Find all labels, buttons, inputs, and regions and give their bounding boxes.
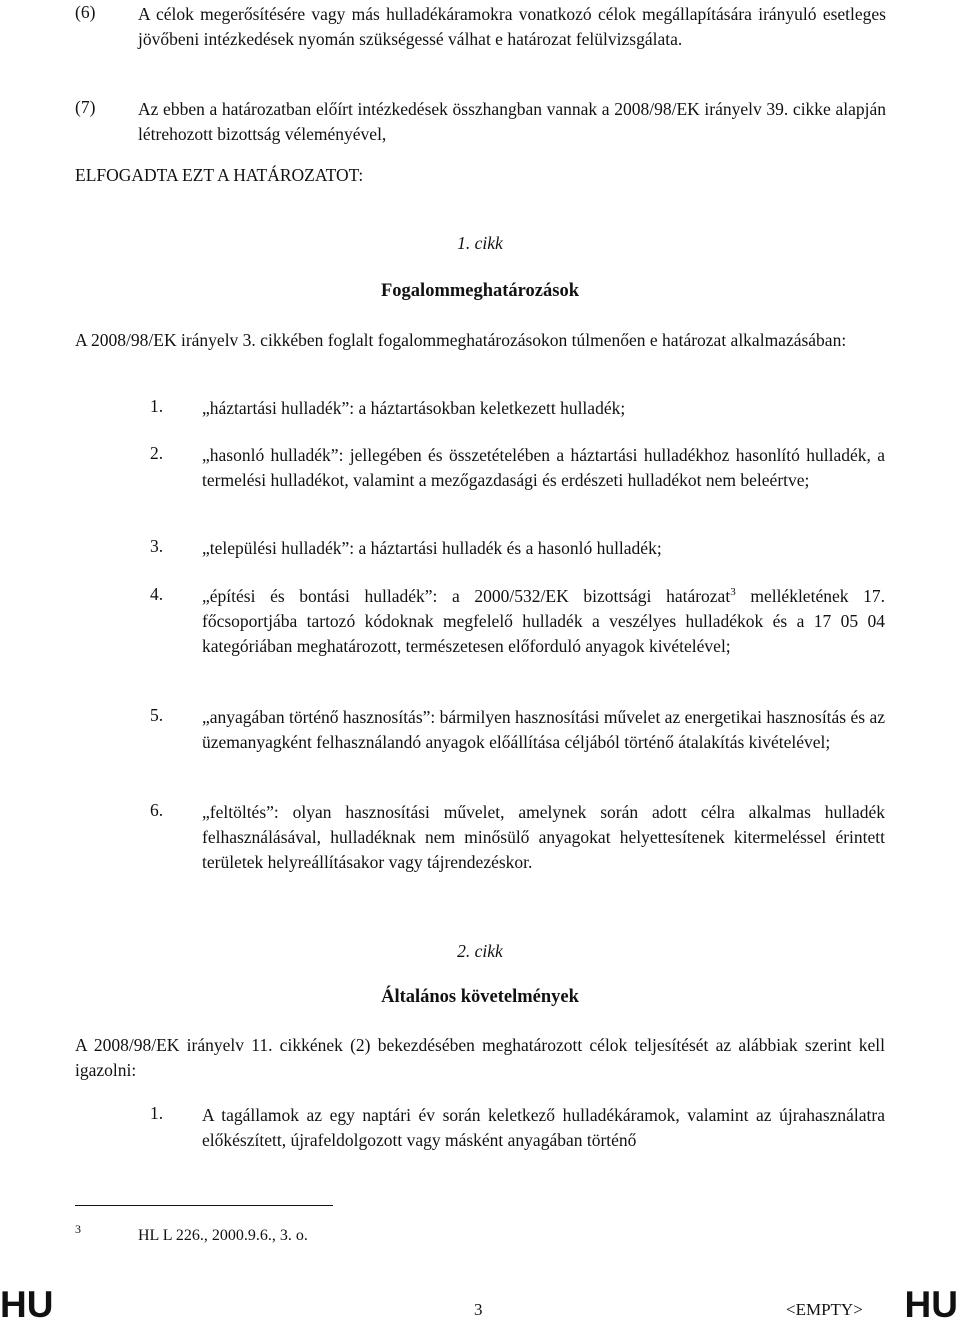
article-number: 2. cikk: [457, 941, 503, 961]
list-item-number: 3.: [150, 536, 164, 556]
list-item-text: A tagállamok az egy naptári év során keletkező hulladékáramok, valamint az újrahasználatra előkészített, újrafeldolgozott vagy másként anyagában történő: [202, 1105, 885, 1150]
list-item-text-part: mellékletének 17. főcsoportjába tartozó kódoknak megfelelő hulladék a veszélyes hulladékok és a 17 05 04 kategóriában meghatározott, természetesen előforduló anyagok kivételével;: [202, 586, 885, 656]
list-item-text: [202, 584, 885, 659]
adoption-line: ELFOGADTA EZT A HATÁROZATOT:: [75, 165, 364, 185]
footnote-number: 3: [75, 1222, 81, 1236]
footnote-separator: [75, 1205, 333, 1206]
list-item-text: „háztartási hulladék”: a háztartásokban keletkezett hulladék;: [202, 398, 626, 418]
list-item-text: „feltöltés”: olyan hasznosítási művelet, amelynek során adott célra alkalmas hulladék felhasználásával, hulladéknak nem minősülő anyagokat helyettesítenek kitermeléssel érintett területek helyreállításakor vagy tájrendezéskor.: [202, 802, 885, 872]
paragraph-text: Az ebben a határozatban előírt intézkedések összhangban vannak a 2008/98/EK irányelv 39. cikke alapján létrehozott bizottság véleményével,: [138, 99, 886, 144]
article-lead: A 2008/98/EK irányelv 11. cikkének (2) bekezdésében meghatározott célok teljesítését az alábbiak szerint kell igazolni:: [75, 1035, 885, 1080]
article-number: 1. cikk: [457, 233, 503, 253]
list-item-text-part: „építési és bontási hulladék”: a 2000/532/EK bizottsági határozat: [202, 586, 731, 606]
article-title: Fogalommeghatározások: [381, 281, 579, 301]
list-item-number: 1.: [150, 1103, 164, 1123]
list-item-number: 5.: [150, 705, 164, 725]
footer-language-left: HU: [0, 1284, 54, 1325]
list-item-text: „települési hulladék”: a háztartási hulladék és a hasonló hulladék;: [202, 538, 662, 558]
footnote-reference[interactable]: 3: [730, 586, 736, 599]
list-item-number: 2.: [150, 443, 164, 463]
list-item-number: 6.: [150, 800, 164, 820]
footer-empty-label: <EMPTY>: [786, 1300, 863, 1319]
paragraph-number: (6): [75, 2, 96, 22]
paragraph-text: A célok megerősítésére vagy más hulladékáramokra vonatkozó célok megállapítására irányuló esetleges jövőbeni intézkedések nyomán szükségessé válhat e határozat felülvizsgálata.: [138, 4, 886, 49]
footnote-text: HL L 226., 2000.9.6., 3. o.: [138, 1227, 308, 1244]
list-item-text: „hasonló hulladék”: jellegében és összetételében a háztartási hulladékhoz hasonlító hulladék, a termelési hulladékot, valamint a mezőgazdasági és erdészeti hulladékot nem beleértve;: [202, 445, 885, 490]
page-number: 3: [474, 1300, 483, 1319]
list-item-number: 1.: [150, 396, 164, 416]
list-item-number: 4.: [150, 584, 164, 604]
article-lead: A 2008/98/EK irányelv 3. cikkében foglalt fogalommeghatározásokon túlmenően e határozat alkalmazásában:: [75, 330, 847, 350]
article-title: Általános követelmények: [381, 987, 579, 1007]
list-item-text: „anyagában történő hasznosítás”: bármilyen hasznosítási művelet az energetikai hasznosítás és az üzemanyagként felhasználandó anyagok előállítása céljából történő átalakítás kivételével;: [202, 707, 885, 752]
paragraph-number: (7): [75, 97, 96, 117]
footer-language-right: HU: [904, 1284, 958, 1325]
